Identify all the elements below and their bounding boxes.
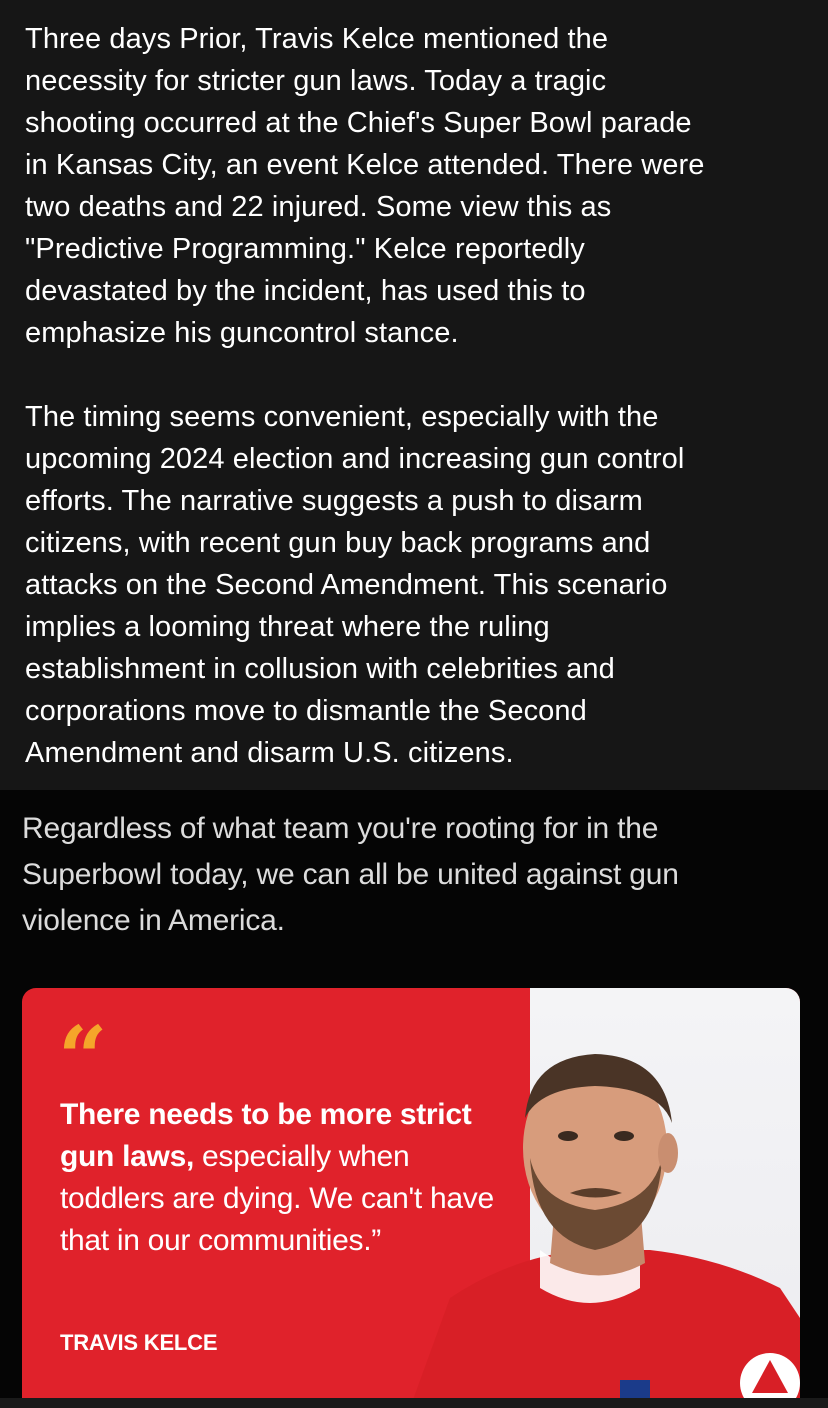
post-text: Three days Prior, Travis Kelce mentioned the necessity for stricter gun laws. Today a tragic shooting occurred at the Chief's Super Bowl parade in Kansas City, an event Kelce attended. There were two deaths and 22 injured. Some view this as "Predictive Programming." Kelce reportedly devastated by the incident, has used this to emphasize his guncontrol stance. The timing seems convenient, especially with the upcoming 2024 election and increasing gun control efforts. The narrative suggests a push to disarm citizens, with recent gun buy back programs and attacks on the Second Amendment. This scenario implies a looming threat where the ruling establishment in collusion with celebrities and corporations move to dismantle the Second Amendment and disarm U.S. citizens. xyxy=(25,23,705,769)
quote-author: TRAVIS KELCE xyxy=(60,1330,218,1355)
embedded-post[interactable] xyxy=(0,790,828,1408)
quote-card-image[interactable] xyxy=(22,988,800,1408)
embedded-post-text: Regardless of what team you're rooting for in the Superbowl today, we can all be united against gun violence in America. xyxy=(22,812,679,937)
quote-mark-icon: “ xyxy=(58,1008,102,1109)
player-photo xyxy=(530,988,800,1408)
player-portrait-icon xyxy=(390,988,800,1408)
quote-text-rest: especially when toddlers are dying. We can't have that in our communities.” xyxy=(60,1140,494,1257)
bottom-edge xyxy=(0,1398,828,1408)
quote-text-bold: There needs to be more strict gun laws, xyxy=(60,1098,472,1173)
